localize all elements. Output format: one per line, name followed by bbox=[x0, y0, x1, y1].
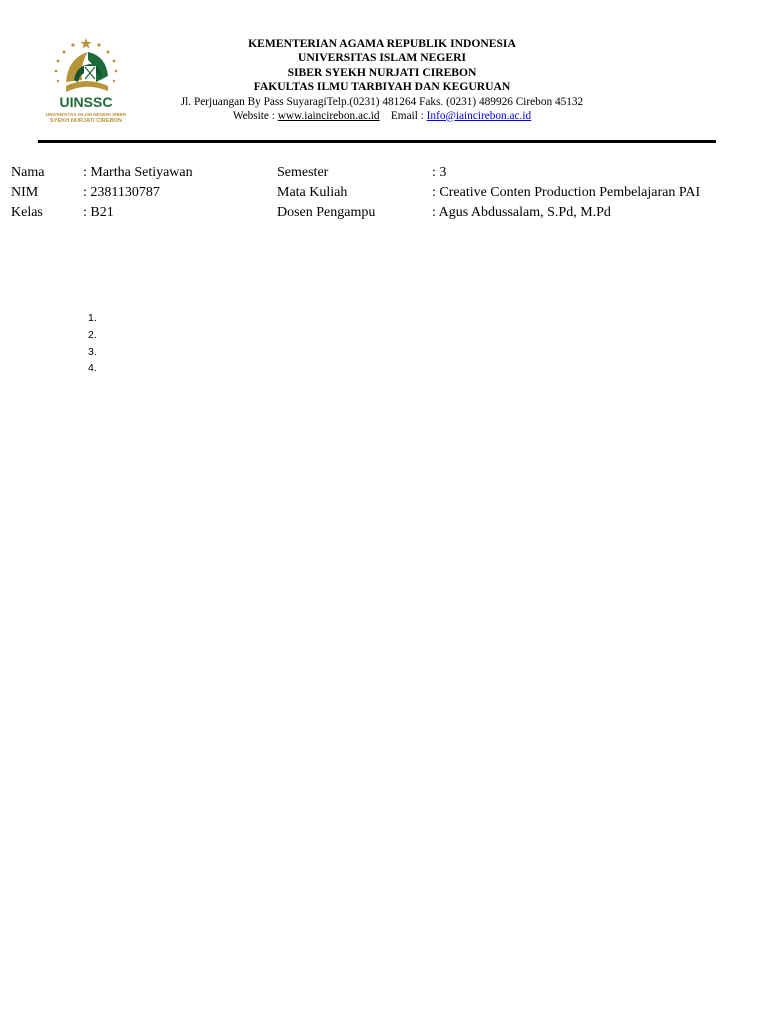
email-link[interactable]: Info@iaincirebon.ac.id bbox=[426, 109, 532, 122]
info-value: : B21 bbox=[83, 205, 114, 220]
header-divider bbox=[38, 140, 716, 143]
info-value: : Creative Conten Production Pembelajaran PAI bbox=[432, 185, 701, 200]
logo-subtitle-line1: UNIVERSITAS ISLAM NEGERI SIBER bbox=[45, 112, 127, 117]
info-value: : 2381130787 bbox=[83, 185, 160, 200]
info-value: : 3 bbox=[432, 165, 447, 180]
info-label: Dosen Pengampu bbox=[277, 205, 376, 220]
website-link[interactable]: www.iaincirebon.ac.id bbox=[277, 109, 380, 122]
address: Jl. Perjuangan By Pass SuyaragiTelp.(0231) 481264 Faks. (0231) 489926 Cirebon 45132 bbox=[180, 95, 584, 108]
list-item: 1. bbox=[88, 312, 97, 324]
info-label: Mata Kuliah bbox=[277, 185, 348, 200]
numbered-list bbox=[88, 310, 97, 377]
university-name: UNIVERSITAS ISLAM NEGERI bbox=[298, 51, 466, 65]
university-name-line2: SIBER SYEKH NURJATI CIREBON bbox=[287, 65, 477, 79]
info-value: : Agus Abdussalam, S.Pd, M.Pd bbox=[432, 205, 611, 220]
email-label: Email : bbox=[390, 109, 427, 122]
university-logo bbox=[36, 36, 136, 128]
list-item: 4. bbox=[88, 362, 97, 375]
faculty-name: FAKULTAS ILMU TARBIYAH DAN KEGURUAN bbox=[253, 80, 511, 94]
list-item: 2. bbox=[88, 328, 97, 341]
info-label: Kelas bbox=[11, 205, 43, 220]
ministry-name: KEMENTERIAN AGAMA REPUBLIK INDONESIA bbox=[248, 37, 516, 50]
info-value: : Martha Setiyawan bbox=[83, 165, 193, 180]
logo-subtitle-line2: SYEKH NURJATI CIREBON bbox=[50, 118, 122, 124]
info-label: Nama bbox=[11, 165, 45, 180]
logo-acronym: UINSSC bbox=[59, 94, 113, 110]
letterhead bbox=[148, 37, 616, 123]
info-label: Semester bbox=[277, 165, 329, 180]
website-label: Website : bbox=[232, 109, 278, 122]
list-item: 3. bbox=[88, 345, 97, 358]
contact-line bbox=[148, 109, 616, 123]
uinssc-logo-icon bbox=[36, 36, 136, 128]
info-label: NIM bbox=[11, 185, 39, 200]
